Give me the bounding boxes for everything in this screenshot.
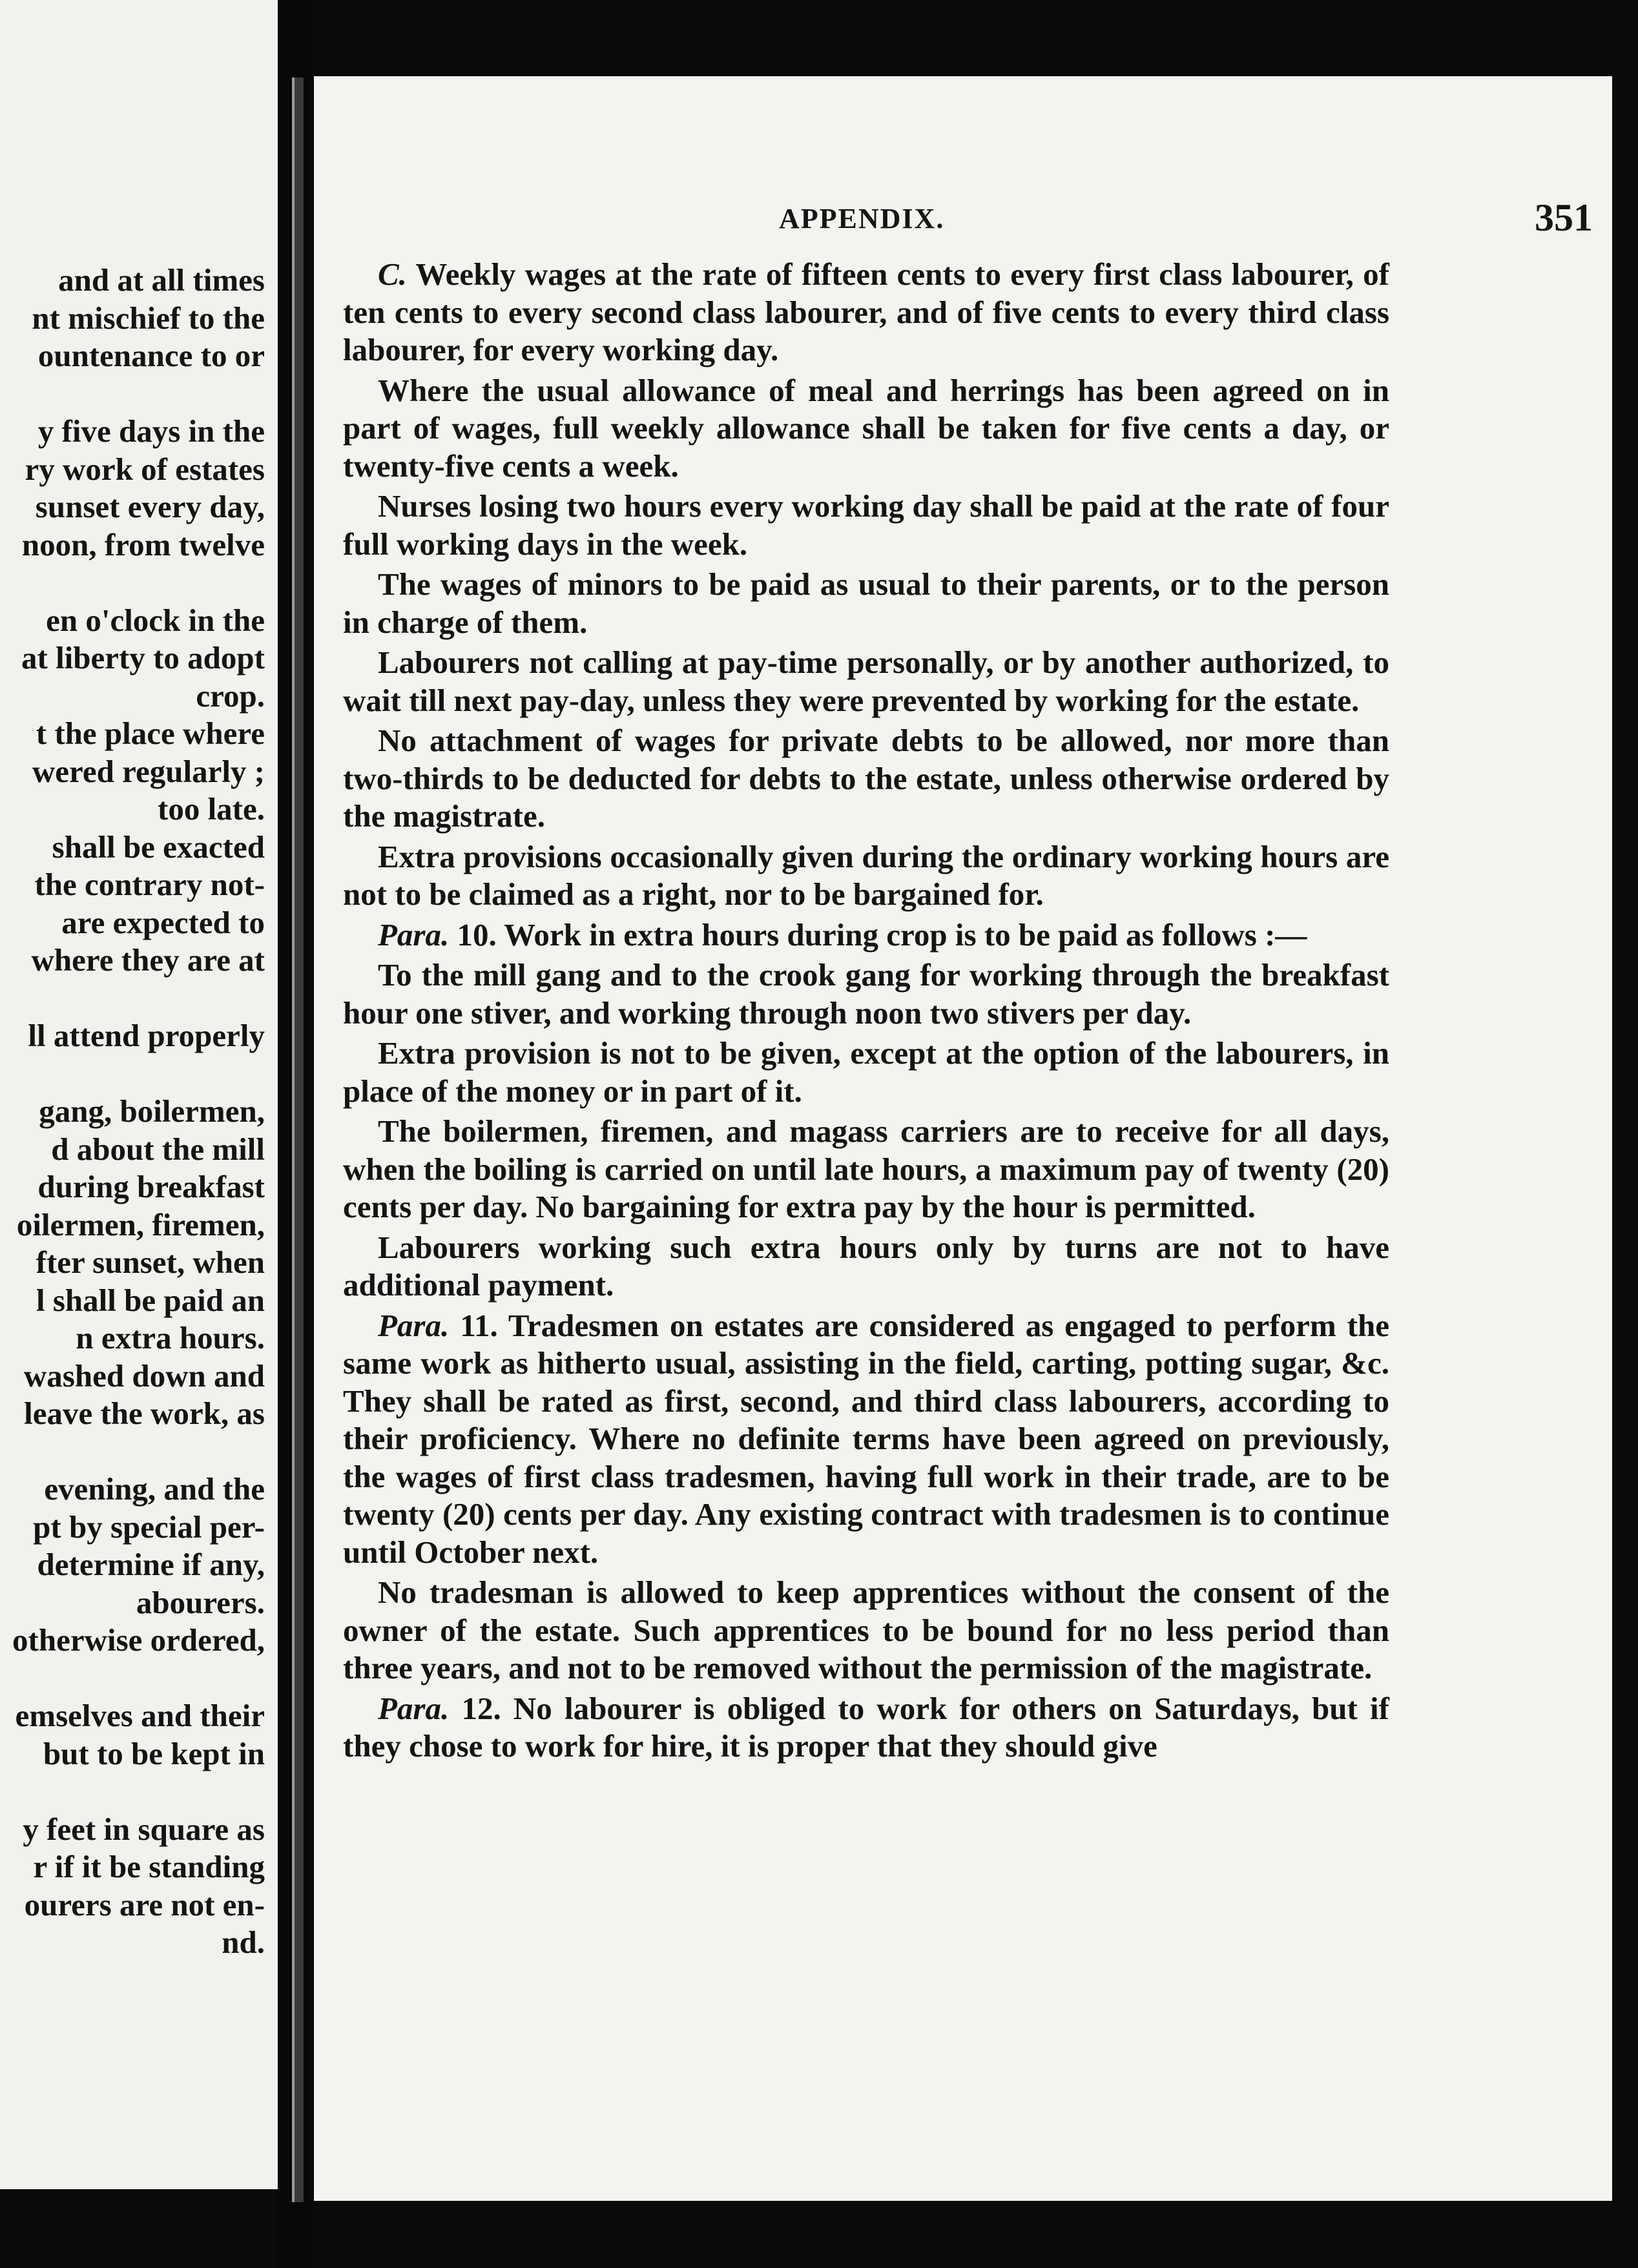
paragraph [343, 1690, 1389, 1766]
paragraph [343, 1229, 1389, 1304]
facing-page-line: otherwise ordered, [12, 1622, 265, 1658]
paragraph-text: The boilermen, firemen, and magass carriers are to receive for all days, when the boiling is carried on until late hours, a maximum pay of twenty (20) cents per day. No bargaining for extra pay by the hour is permitted. [343, 1113, 1389, 1224]
facing-page-line: en o'clock in the [46, 602, 265, 638]
facing-page-line: abourers. [136, 1584, 265, 1620]
facing-page-line: too late. [158, 791, 265, 827]
running-head: APPENDIX. [779, 203, 945, 234]
facing-page-line: at liberty to adopt [21, 640, 265, 675]
facing-page-line: leave the work, as [24, 1396, 265, 1431]
facing-page-line [0, 980, 265, 1018]
paragraph [343, 1574, 1389, 1687]
facing-page-line: washed down and [23, 1357, 265, 1394]
facing-page-line: are expected to [61, 904, 265, 940]
facing-page-line [0, 1660, 265, 1698]
facing-page-line: y feet in square as [23, 1811, 265, 1847]
paragraph-text: Weekly wages at the rate of fifteen cents to every first class labourer, of ten cents to every second class labourer, and of five cents to every third class labourer, for every working day. [343, 256, 1389, 367]
paragraph [343, 838, 1389, 914]
facing-page-line: r if it be standing [33, 1849, 265, 1884]
paragraph-text: 10. Work in extra hours during crop is to be paid as follows :— [449, 916, 1307, 953]
facing-page-line: wered regularly ; [32, 753, 265, 789]
page-header [314, 196, 1612, 241]
facing-page-line: ll attend properly [28, 1018, 265, 1053]
paragraph-text: No tradesman is allowed to keep apprentices without the consent of the owner of the estate. Such apprentices to be bound for no less period than three years, and not to be removed without the permission of the magistrate. [343, 1574, 1389, 1686]
paragraph [343, 916, 1389, 954]
facing-page-line: where they are at [31, 942, 265, 978]
paragraph [343, 1113, 1389, 1226]
paragraph-text: Labourers not calling at pay-time personally, or by another authorized, to wait till next pay-day, unless they were prevented by working for the estate. [343, 644, 1389, 718]
paragraph-text: Labourers working such extra hours only by turns are not to have additional payment. [343, 1229, 1389, 1303]
facing-page-line: the contrary not- [34, 867, 265, 902]
facing-page-line: l shall be paid an [36, 1282, 265, 1318]
facing-page-text [0, 262, 265, 1962]
facing-page-line: noon, from twelve [21, 526, 265, 562]
facing-page-line: shall be exacted [52, 829, 265, 865]
paragraph-text: To the mill gang and to the crook gang for working through the breakfast hour one stiver, and working through noon two stivers per day. [343, 957, 1389, 1031]
facing-page-line: y five days in the [37, 413, 265, 449]
paragraph [343, 644, 1389, 719]
paragraph-lead: C. [378, 256, 407, 292]
paragraph [343, 488, 1389, 563]
paragraph [343, 256, 1389, 369]
facing-page-line [0, 375, 265, 413]
paragraph-lead: Para. [378, 1307, 450, 1343]
body-text [343, 256, 1389, 1768]
facing-page-line: but to be kept in [43, 1735, 265, 1771]
paragraph [343, 372, 1389, 486]
page-edge [292, 77, 304, 2202]
book-gutter [278, 0, 314, 2268]
facing-page-fragment [0, 0, 278, 2189]
paragraph-text: Where the usual allowance of meal and herrings has been agreed on in part of wages, full weekly allowance shall be taken for five cents a day, or twenty-five cents a week. [343, 372, 1389, 484]
paragraph [343, 956, 1389, 1032]
facing-page-line: nd. [222, 1924, 265, 1960]
facing-page-line: ountenance to or [37, 338, 265, 373]
facing-page-line: crop. [196, 677, 265, 714]
paragraph-text: 11. Tradesmen on estates are considered as engaged to perform the same work as hitherto usual, assisting in the field, carting, potting sugar, &c. They shall be rated as first, second, and third class labourers, according to their proficiency. Where no definite terms have been agreed on previously, the wages of first class tradesmen, having full work in their trade, are to be twenty (20) cents per day. Any existing contract with tradesmen is to continue until October next. [343, 1307, 1389, 1570]
facing-page-line: oilermen, firemen, [16, 1206, 265, 1242]
facing-page-line: determine if any, [37, 1547, 265, 1582]
paragraph-lead: Para. [378, 916, 450, 953]
paragraph-text: 12. No labourer is obliged to work for others on Saturdays, but if they chose to work for hire, it is proper that they should give [343, 1690, 1389, 1764]
facing-page-line [0, 564, 265, 602]
facing-page-line [0, 1433, 265, 1471]
facing-page-line: n extra hours. [76, 1320, 265, 1356]
facing-page-line: ourers are not en- [24, 1886, 265, 1923]
paragraph [343, 1035, 1389, 1110]
facing-page-line: sunset every day, [35, 489, 265, 524]
facing-page-line [0, 1055, 265, 1093]
paragraph [343, 1307, 1389, 1572]
paragraph-text: Extra provision is not to be given, except at the option of the labourers, in place of the money or in part of it. [343, 1035, 1389, 1109]
facing-page-line [0, 1773, 265, 1811]
facing-page-line: and at all times [58, 262, 265, 298]
paragraph-text: Nurses losing two hours every working day shall be paid at the rate of four full working days in the week. [343, 488, 1389, 562]
paragraph [343, 722, 1389, 836]
facing-page-line: t the place where [36, 716, 265, 751]
page-number: 351 [1535, 196, 1593, 239]
facing-page-line: during breakfast [37, 1169, 265, 1204]
facing-page-line: nt mischief to the [32, 300, 265, 336]
paragraph-text: No attachment of wages for private debts to be allowed, nor more than two-thirds to be deducted for debts to the estate, unless otherwise ordered by the magistrate. [343, 723, 1389, 834]
facing-page-line: fter sunset, when [36, 1244, 265, 1280]
facing-page-line: pt by special per- [33, 1509, 265, 1545]
facing-page-line: gang, boilermen, [39, 1093, 265, 1129]
paragraph-lead: Para. [378, 1690, 450, 1726]
paragraph [343, 566, 1389, 641]
paragraph-text: Extra provisions occasionally given during the ordinary working hours are not to be claimed as a right, nor to be bargained for. [343, 838, 1389, 912]
book-page [314, 76, 1612, 2201]
paragraph-text: The wages of minors to be paid as usual to their parents, or to the person in charge of them. [343, 566, 1389, 640]
facing-page-line: evening, and the [44, 1471, 265, 1507]
facing-page-line: emselves and their [15, 1698, 265, 1733]
facing-page-line: d about the mill [51, 1131, 265, 1167]
facing-page-line: ry work of estates [25, 451, 265, 487]
